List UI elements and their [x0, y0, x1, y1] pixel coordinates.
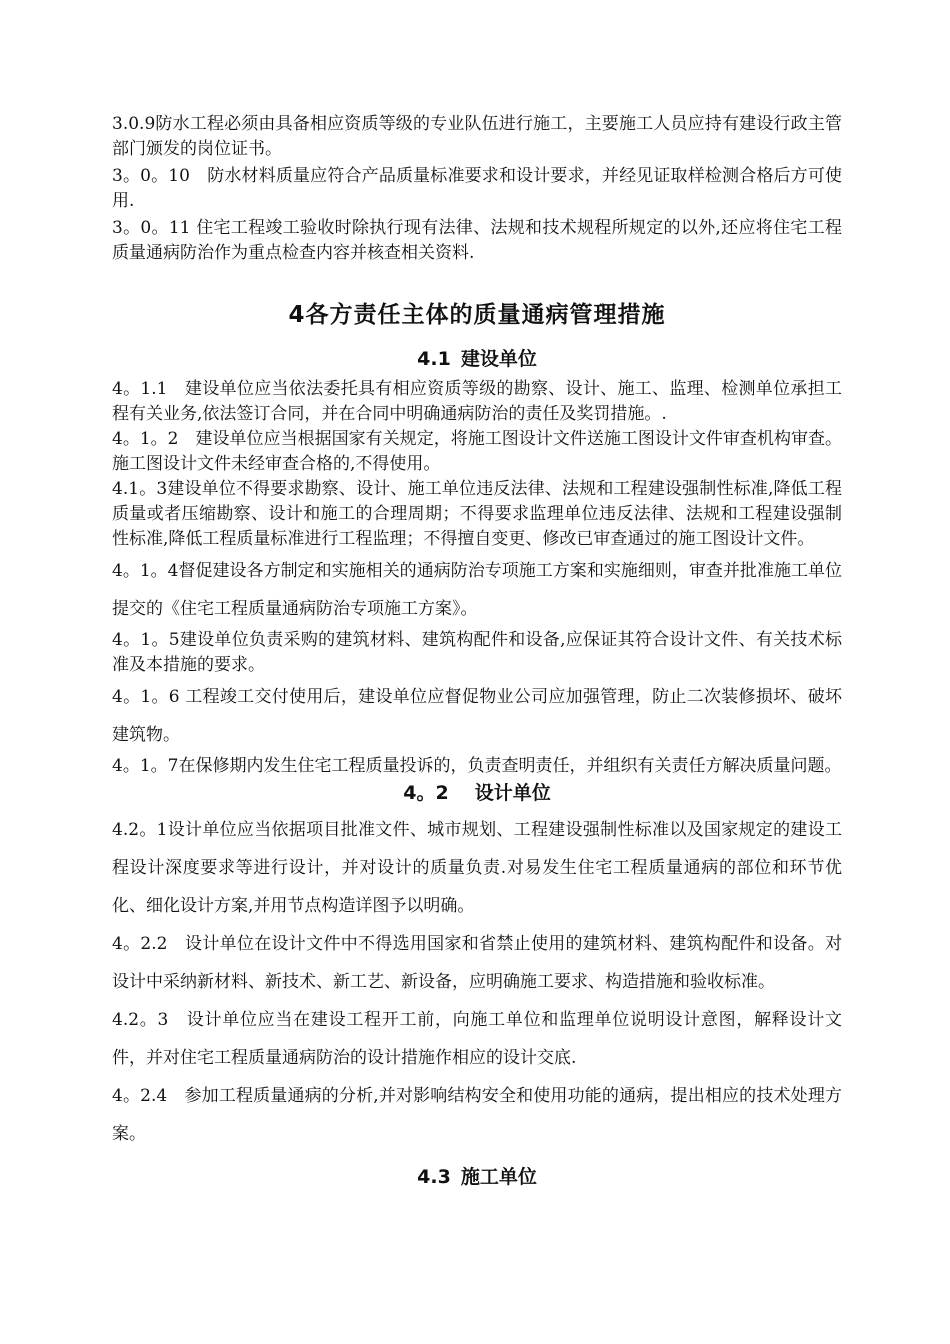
paragraph-4-1-2: 4。1。2 建设单位应当根据国家有关规定，将施工图设计文件送施工图设计文件审查机构审查。施工图设计文件未经审查合格的,不得使用。 [112, 429, 842, 474]
paragraph-4-1-7: 4。1。7在保修期内发生住宅工程质量投诉的，负责查明责任，并组织有关责任方解决质量问题。 [112, 756, 842, 776]
paragraph-4-1-1: 4。1.1 建设单位应当依法委托具有相应资质等级的勘察、设计、施工、监理、检测单位承担工程有关业务,依法签订合同，并在合同中明确通病防治的责任及奖罚措施。. [112, 379, 842, 424]
paragraph-4-1-5: 4。1。5建设单位负责采购的建筑材料、建筑构配件和设备,应保证其符合设计文件、有关技术标准及本措施的要求。 [112, 630, 842, 675]
section-heading-4-2 [112, 779, 842, 807]
paragraph-4-2-2: 4。2.2 设计单位在设计文件中不得选用国家和省禁止使用的建筑材料、建筑构配件和设备。对设计中采纳新材料、新技术、新工艺、新设备，应明确施工要求、构造措施和验收标准。 [112, 934, 842, 992]
section-heading-4-1 [112, 345, 842, 373]
section-number: 4.3 [417, 1166, 451, 1188]
section-title: 设计单位 [474, 782, 551, 804]
paragraph-4-1-3: 4.1。3建设单位不得要求勘察、设计、施工单位违反法律、法规和工程建设强制性标准,降低工程质量或者压缩勘察、设计和施工的合理周期；不得要求监理单位违反法律、法规和工程建设强制性标准,降低工程质量标准进行工程监理；不得擅自变更、修改已审查通过的施工图设计文件。 [112, 479, 842, 549]
section-heading-4-3 [112, 1163, 842, 1191]
paragraph-3-0-9: 3.0.9防水工程必须由具备相应资质等级的专业队伍进行施工，主要施工人员应持有建设行政主管部门颁发的岗位证书。 [112, 114, 842, 159]
section-number: 4.1 [417, 348, 451, 370]
paragraph-3-0-11: 3。0。11 住宅工程竣工验收时除执行现有法律、法规和技术规程所规定的以外,还应将住宅工程质量通病防治作为重点检查内容并核查相关资料. [112, 218, 842, 263]
paragraph-4-1-4: 4。1。4督促建设各方制定和实施相关的通病防治专项施工方案和实施细则，审查并批准施工单位提交的《住宅工程质量通病防治专项施工方案》。 [112, 561, 842, 619]
paragraph-4-2-4: 4。2.4 参加工程质量通病的分析,并对影响结构安全和使用功能的通病，提出相应的技术处理方案。 [112, 1086, 842, 1144]
chapter-title: 4各方责任主体的质量通病管理措施 [288, 302, 666, 328]
document-page [112, 112, 842, 1195]
section-title: 施工单位 [460, 1166, 537, 1188]
paragraph-4-2-1: 4.2。1设计单位应当依据项目批准文件、城市规划、工程建设强制性标准以及国家规定的建设工程设计深度要求等进行设计，并对设计的质量负责.对易发生住宅工程质量通病的部位和环节优化、细化设计方案,并用节点构造详图予以明确。 [112, 820, 842, 916]
section-title: 建设单位 [460, 348, 537, 370]
section-number: 4。2 [403, 782, 449, 804]
paragraph-4-2-3: 4.2。3 设计单位应当在建设工程开工前，向施工单位和监理单位说明设计意图，解释设计文件，并对住宅工程质量通病防治的设计措施作相应的设计交底. [112, 1010, 842, 1068]
paragraph-3-0-10: 3。0。10 防水材料质量应符合产品质量标准要求和设计要求，并经见证取样检测合格后方可使用. [112, 166, 842, 211]
paragraph-4-1-6: 4。1。6 工程竣工交付使用后，建设单位应督促物业公司应加强管理，防止二次装修损坏、破坏建筑物。 [112, 687, 842, 745]
